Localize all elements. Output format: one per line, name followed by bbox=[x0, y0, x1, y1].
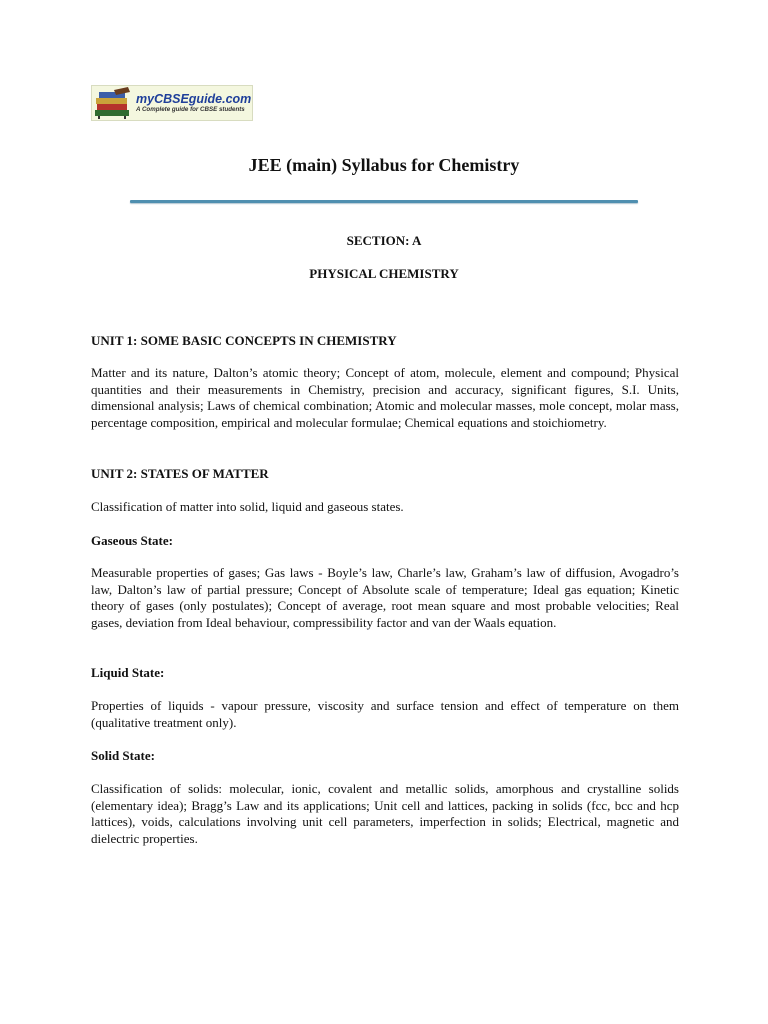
solid-state-heading: Solid State: bbox=[91, 748, 155, 763]
unit2-heading: UNIT 2: STATES OF MATTER bbox=[91, 466, 269, 481]
liquid-state-heading: Liquid State: bbox=[91, 665, 165, 680]
unit1-text: Matter and its nature, Dalton’s atomic theory; Concept of atom, molecule, element and compound; Physical quantities and their measurements in Chemistry, precision and accuracy, significant figures, S.I. Units, dimensional analysis; Laws of chemical combination; Atomic and molecular masses, mole concept, molar mass, percentage composition, empirical and molecular formulae; Chemical equations and stoichiometry. bbox=[91, 365, 679, 431]
unit1-heading: UNIT 1: SOME BASIC CONCEPTS IN CHEMISTRY bbox=[91, 333, 397, 348]
gaseous-state-text: Measurable properties of gases; Gas laws - Boyle’s law, Charle’s law, Graham’s law of diffusion, Avogadro’s law, Dalton’s law of partial pressure; Concept of Absolute scale of temperature; Ideal gas equation; Kinetic theory of gases (only postulates); Concept of average, root mean square and most probable velocities; Real gases, deviation from Ideal behaviour, compressibility factor and van der Waals equation. bbox=[91, 565, 679, 631]
gaseous-state-heading: Gaseous State: bbox=[91, 533, 173, 548]
logo-tagline: A Complete guide for CBSE students bbox=[136, 105, 245, 113]
solid-state-text: Classification of solids: molecular, ionic, covalent and metallic solids, amorphous and crystalline solids (elementary idea); Bragg’s Law and its applications; Unit cell and lattices, packing in solids (fcc, bcc and hcp lattices), voids, calculations involving unit cell parameters, imperfection in solids; Electrical, magnetic and dielectric properties. bbox=[91, 781, 679, 847]
logo-name: myCBSEguide.com bbox=[136, 92, 252, 107]
books-icon bbox=[92, 86, 134, 120]
section-heading: SECTION: A bbox=[346, 233, 422, 248]
mycbseguide-logo bbox=[91, 85, 253, 121]
unit2-intro: Classification of matter into solid, liquid and gaseous states. bbox=[91, 499, 404, 514]
title-divider bbox=[130, 200, 638, 203]
liquid-state-text: Properties of liquids - vapour pressure, viscosity and surface tension and effect of temperature on them (qualitative treatment only). bbox=[91, 698, 679, 730]
page-title: JEE (main) Syllabus for Chemistry bbox=[248, 155, 520, 175]
subject-heading: PHYSICAL CHEMISTRY bbox=[309, 266, 459, 281]
